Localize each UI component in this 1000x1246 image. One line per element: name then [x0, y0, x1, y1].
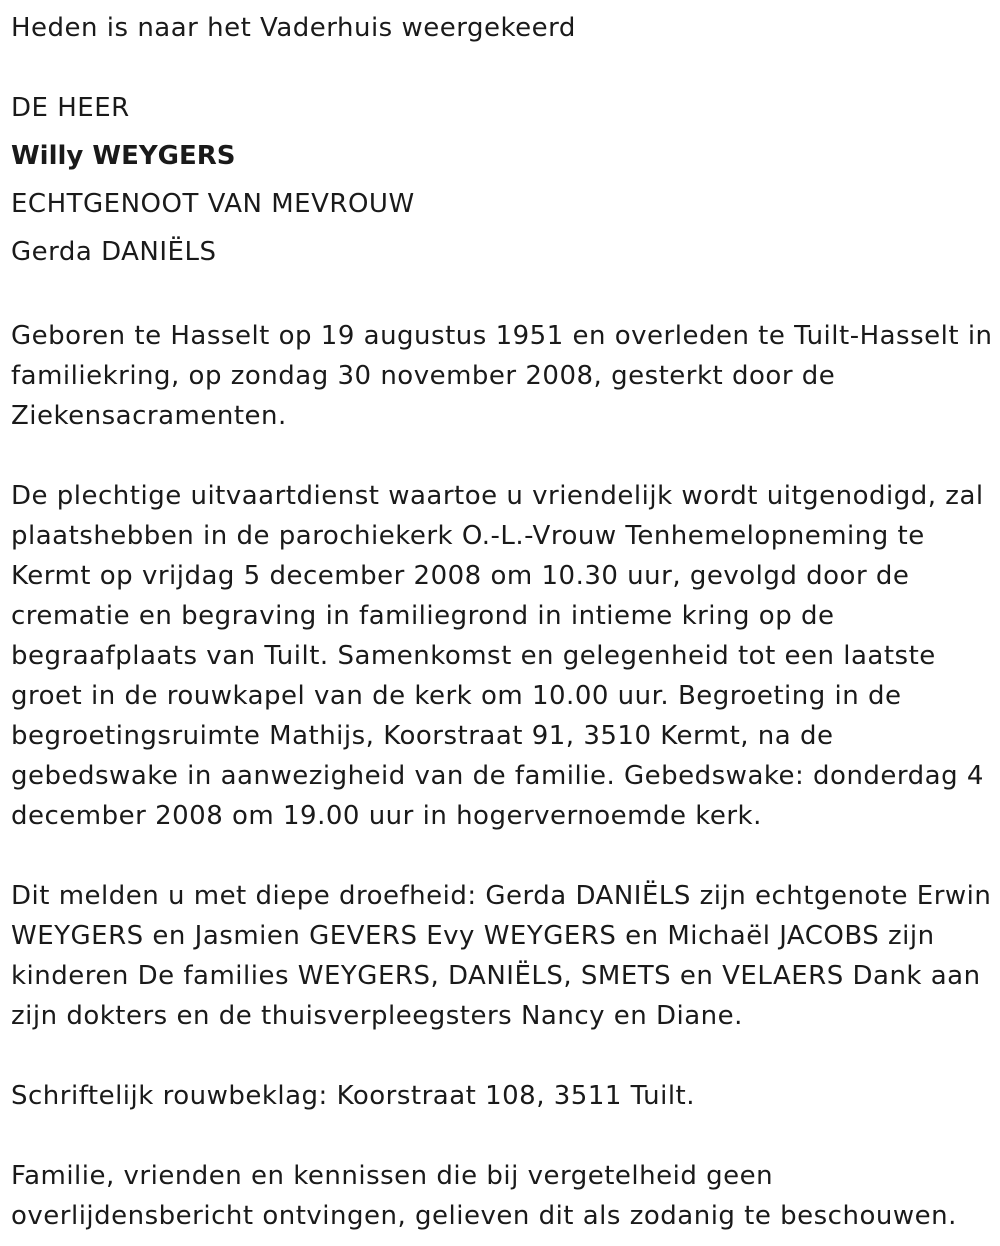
paragraph-line: crematie en begraving in familiegrond in intieme kring op de	[11, 601, 835, 631]
paragraph-line: familiekring, op zondag 30 november 2008, gesterkt door de	[11, 361, 836, 391]
paragraph-line: De plechtige uitvaartdienst waartoe u vriendelijk wordt uitgenodigd, zal	[11, 481, 984, 511]
closing-paragraph	[11, 1156, 991, 1236]
paragraph-line: kinderen De families WEYGERS, DANIËLS, SMETS en VELAERS Dank aan	[11, 961, 981, 991]
birth-paragraph	[11, 316, 991, 436]
paragraph-line: Familie, vrienden en kennissen die bij vergetelheid geen	[11, 1161, 774, 1191]
paragraph-line: begraafplaats van Tuilt. Samenkomst en gelegenheid tot een laatste	[11, 641, 936, 671]
family-paragraph	[11, 876, 991, 1036]
deceased-name: Willy WEYGERS	[11, 141, 236, 171]
spacer	[11, 52, 991, 84]
paragraph-line: zijn dokters en de thuisverpleegsters Nancy en Diane.	[11, 1001, 743, 1031]
condolence-address: Schriftelijk rouwbeklag: Koorstraat 108, 3511 Tuilt.	[11, 1081, 695, 1111]
title-prefix: DE HEER	[11, 93, 130, 123]
paragraph-line: gebedswake in aanwezigheid van de familie. Gebedswake: donderdag 4	[11, 761, 984, 791]
spacer	[11, 836, 991, 876]
condolence-paragraph	[11, 1076, 991, 1116]
service-paragraph	[11, 476, 991, 836]
spacer	[11, 1036, 991, 1076]
paragraph-line: Dit melden u met diepe droefheid: Gerda DANIËLS zijn echtgenote Erwin	[11, 881, 992, 911]
paragraph-line: plaatshebben in de parochiekerk O.-L.-Vrouw Tenhemelopneming te	[11, 521, 925, 551]
spacer	[11, 1116, 991, 1156]
paragraph-line: Kermt op vrijdag 5 december 2008 om 10.30 uur, gevolgd door de	[11, 561, 910, 591]
spouse-name: Gerda DANIËLS	[11, 237, 217, 267]
paragraph-line: begroetingsruimte Mathijs, Koorstraat 91, 3510 Kermt, na de	[11, 721, 834, 751]
obituary-notice	[11, 4, 991, 1236]
paragraph-line: WEYGERS en Jasmien GEVERS Evy WEYGERS en Michaël JACOBS zijn	[11, 921, 935, 951]
spacer	[11, 276, 991, 316]
paragraph-line: overlijdensbericht ontvingen, gelieven dit als zodanig te beschouwen.	[11, 1201, 957, 1231]
spacer	[11, 436, 991, 476]
paragraph-line: december 2008 om 19.00 uur in hogervernoemde kerk.	[11, 801, 762, 831]
intro-line: Heden is naar het Vaderhuis weergekeerd	[11, 13, 576, 43]
paragraph-line: Geboren te Hasselt op 19 augustus 1951 en overleden te Tuilt-Hasselt in	[11, 321, 993, 351]
spouse-label: ECHTGENOOT VAN MEVROUW	[11, 189, 415, 219]
paragraph-line: groet in de rouwkapel van de kerk om 10.00 uur. Begroeting in de	[11, 681, 902, 711]
paragraph-line: Ziekensacramenten.	[11, 401, 287, 431]
